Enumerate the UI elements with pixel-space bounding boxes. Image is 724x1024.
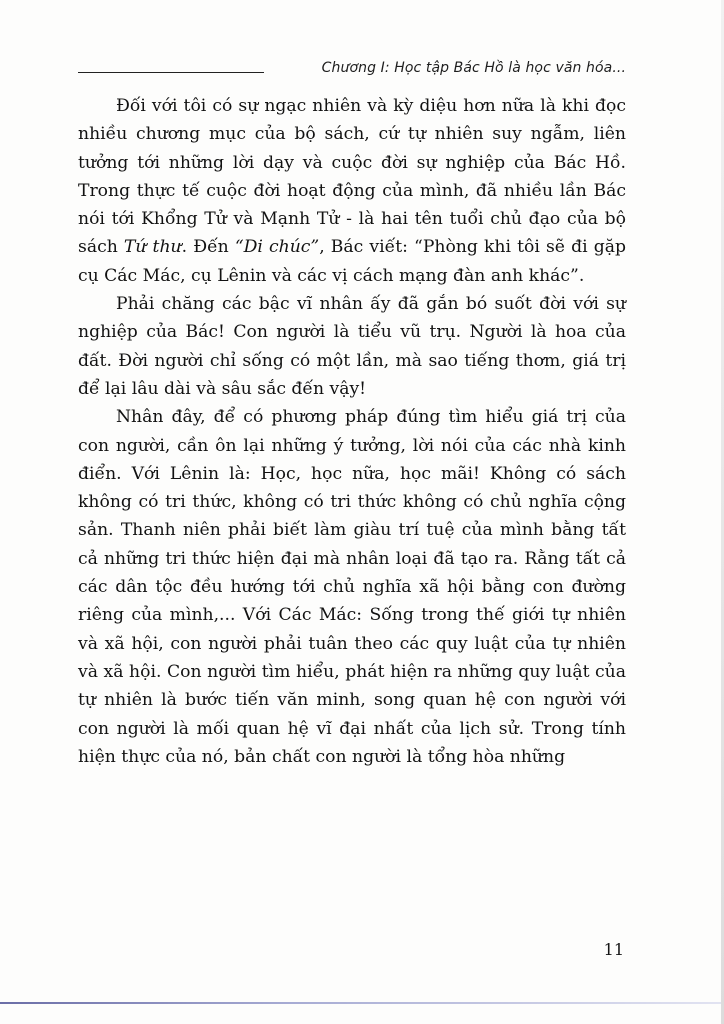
paragraph-2: Phải chăng các bậc vĩ nhân ấy đã gắn bó suốt đời với sự nghiệp của Bác! Con người là tiểu vũ trụ. Người là hoa của đất. Đời người chỉ sống có một lần, mà sao tiếng thơm, giá trị để lại lâu dài và sâu sắc đến vậy! <box>78 294 626 399</box>
paragraph-1-text: Đối với tôi có sự ngạc nhiên và kỳ diệu hơn nữa là khi đọc nhiều chương mục của bộ sách, cứ tự nhiên suy ngẫm, liên tưởng tới những lời dạy và cuộc đời sự nghiệp của Bác Hồ. Trong thực tế cuộc đời hoạt động của mình, đã nhiều lần Bác nói tới Khổng Tử và Mạnh Tử - là hai tên tuổi chủ đạo của bộ sách <box>78 96 626 258</box>
running-header <box>78 58 626 88</box>
paragraph-1 <box>78 92 626 290</box>
header-rule <box>78 72 264 73</box>
book-title: Tứ thư <box>123 237 182 258</box>
paragraph-3: Nhân đây, để có phương pháp đúng tìm hiểu giá trị của con người, cần ôn lại những ý tưởng, lời nói của các nhà kinh điển. Với Lênin là: Học, học nữa, học mãi! Không có sách không có tri thức, không có tri thức không có chủ nghĩa cộng sản. Thanh niên phải biết làm giàu trí tuệ của mình bằng tất cả những tri thức hiện đại mà nhân loại đã tạo ra. Rằng tất cả các dân tộc đều hướng tới chủ nghĩa xã hội bằng con đường riêng của mình,... Với Các Mác: Sống trong thế giới tự nhiên và xã hội, con người phải tuân theo các quy luật của tự nhiên và xã hội. Con người tìm hiểu, phát hiện ra những quy luật của tự nhiên là bước tiến văn minh, song quan hệ con người với con người là mối quan hệ vĩ đại nhất của lịch sử. Trong tính hiện thực của nó, bản chất con người là tổng hòa những <box>78 407 626 767</box>
scan-edge-bottom <box>0 1002 724 1004</box>
paragraph-1-connector: . Đến <box>181 237 235 258</box>
will-title: “Di chúc” <box>234 237 320 258</box>
paragraph-1-quote: , Bác viết: “Phòng khi tôi sẽ đi gặp cụ Các Mác, cụ Lênin và các vị cách mạng đàn anh khác”. <box>78 237 626 286</box>
page-number: 11 <box>603 940 624 959</box>
running-title: Chương I: Học tập Bác Hồ là học văn hóa... <box>321 60 626 76</box>
body-text <box>78 92 626 771</box>
